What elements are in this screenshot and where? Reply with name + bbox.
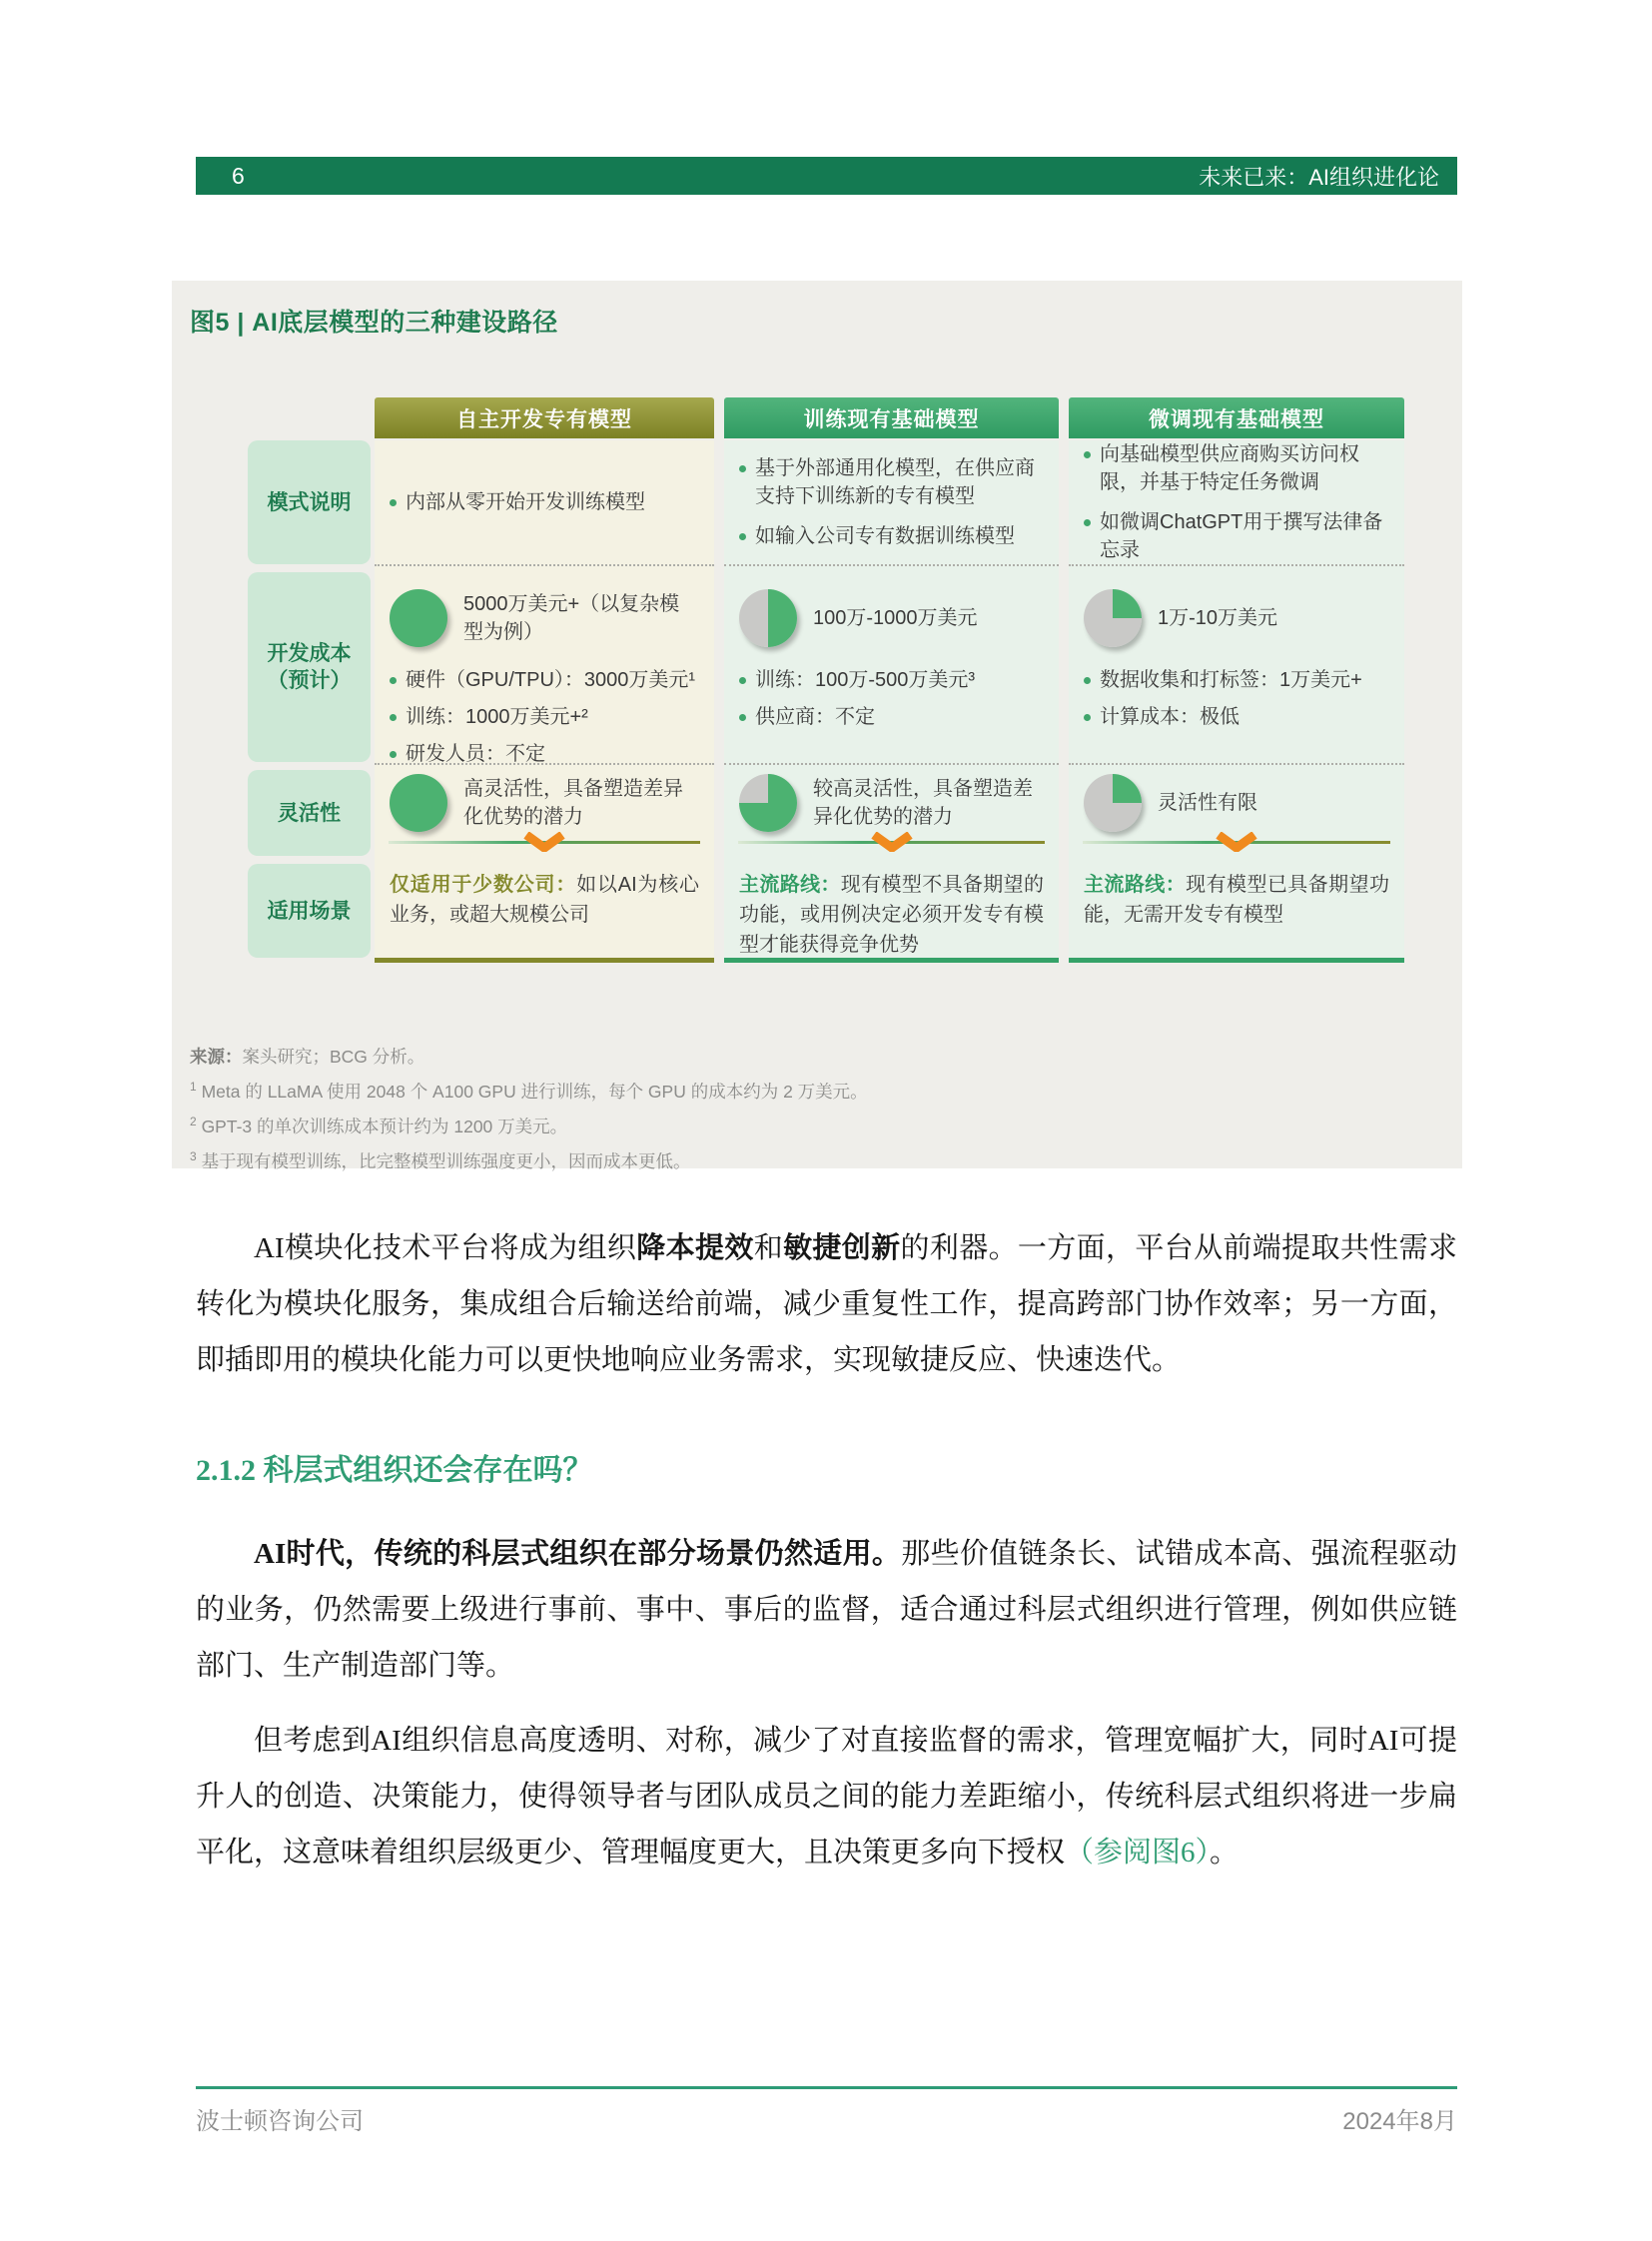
paragraph-flatter-org — [196, 1713, 1457, 1880]
bullet-text: 供应商：不定 — [755, 706, 875, 728]
cell-scenario — [375, 858, 714, 958]
scenario-lead: 主流路线： — [739, 874, 841, 896]
column-header: 自主开发专有模型 — [375, 397, 714, 438]
figure-5-panel — [172, 281, 1462, 1171]
bullet-dot-icon — [1084, 677, 1091, 684]
footnote-text: GPT-3 的单次训练成本预计约为 1200 万美元。 — [201, 1116, 568, 1136]
row-label-cost — [248, 572, 371, 762]
cost-bullets — [739, 666, 1044, 731]
page-header-bar — [196, 157, 1457, 195]
cell-scenario — [724, 858, 1059, 958]
scenario-text: 现有模型不具备期望的功能，或用例决定必须开发专有模型才能获得竞争优势 — [739, 874, 1045, 956]
bullet-dot-icon — [1084, 451, 1091, 458]
pie-chart-icon — [390, 774, 447, 832]
scenario-text: 现有模型已具备期望功能，无需开发专有模型 — [1084, 874, 1390, 926]
page-footer — [196, 2101, 1457, 2136]
pie-chart-icon — [739, 589, 797, 647]
paragraph-text: 和 — [753, 1232, 784, 1264]
paragraph-modular-platform — [196, 1220, 1457, 1388]
list-item — [1084, 440, 1389, 496]
footnote-text: Meta 的 LLaMA 使用 2048 个 A100 GPU 进行训练，每个 GPU 的成本约为 2 万美元。 — [201, 1081, 868, 1102]
footnote-marker: 3 — [190, 1148, 197, 1163]
row-label-column — [248, 397, 371, 963]
cell-cost — [1069, 564, 1404, 763]
running-title: 未来已来：AI组织进化论 — [1199, 164, 1439, 190]
footnote — [190, 1072, 1428, 1107]
list-item — [390, 488, 699, 516]
list-item — [739, 522, 1044, 550]
footnote-marker: 1 — [190, 1080, 197, 1094]
bullet-dot-icon — [1084, 714, 1091, 721]
list-item — [1084, 703, 1389, 731]
column-body — [1069, 440, 1404, 963]
flexibility-summary — [724, 773, 1059, 832]
bullet-text: 向基础模型供应商购买访问权限，并基于特定任务微调 — [1100, 443, 1359, 493]
column-body — [375, 440, 714, 963]
bullet-dot-icon — [739, 533, 746, 540]
bullet-dot-icon — [390, 751, 397, 758]
paragraph-text: 那些价值链条长、试错成本高、强流程驱动的业务，仍然需要上级进行事前、事中、事后的监督，适合通过科层式组织进行管理，例如供应链部门、生产制造部门等。 — [196, 1538, 1457, 1682]
cell-mode — [724, 440, 1059, 564]
pie-chart-icon — [1084, 774, 1142, 832]
bullet-dot-icon — [390, 677, 397, 684]
bullet-dot-icon — [739, 714, 746, 721]
list-item — [390, 703, 699, 731]
bullet-text: 数据收集和打标签：1万美元+ — [1100, 669, 1362, 691]
bullet-text: 研发人员：不定 — [406, 743, 545, 765]
cell-flexibility — [375, 763, 714, 858]
column-body — [724, 440, 1059, 963]
list-item — [390, 666, 699, 694]
cell-flexibility — [1069, 763, 1404, 858]
footnote — [190, 1141, 1428, 1176]
list-item — [1084, 666, 1389, 694]
cost-bullets — [1084, 666, 1389, 731]
list-item — [739, 703, 1044, 731]
cell-cost — [724, 564, 1059, 763]
cell-scenario — [1069, 858, 1404, 958]
column-header: 微调现有基础模型 — [1069, 397, 1404, 438]
column-finetune-existing — [1069, 397, 1404, 963]
bullet-dot-icon — [390, 714, 397, 721]
pie-chart-icon — [390, 589, 447, 647]
chevron-divider — [1083, 832, 1390, 852]
cost-headline: 1万-10万美元 — [1158, 607, 1278, 629]
row-label-flexibility — [248, 770, 371, 856]
row-label-scenario — [248, 864, 371, 958]
paragraph-text: 。 — [1210, 1837, 1239, 1868]
bullet-text: 硬件（GPU/TPU）：3000万美元¹ — [406, 669, 696, 691]
footer-company: 波士顿咨询公司 — [196, 2108, 364, 2135]
chevron-divider — [738, 832, 1045, 852]
row-label-text: 开发成本 — [267, 642, 352, 665]
bullet-dot-icon — [1084, 519, 1091, 526]
figure-6-reference-link[interactable]: （参阅图6） — [1065, 1837, 1211, 1868]
flexibility-summary — [375, 773, 714, 832]
footnote-marker: 2 — [190, 1114, 197, 1128]
list-item — [1084, 508, 1389, 564]
bullet-text: 如微调ChatGPT用于撰写法律备忘录 — [1100, 511, 1383, 561]
row-label-text: 适用场景 — [267, 899, 352, 923]
source-label: 来源： — [190, 1047, 243, 1067]
scenario-lead: 仅适用于少数公司： — [390, 874, 577, 896]
list-item — [739, 454, 1044, 510]
bullet-text: 基于外部通用化模型，在供应商支持下训练新的专有模型 — [755, 457, 1035, 507]
page-number: 6 — [232, 162, 245, 189]
figure-title: 图5 | AI底层模型的三种建设路径 — [190, 309, 558, 337]
cell-mode — [1069, 440, 1404, 564]
flexibility-text: 高灵活性，具备塑造差异化优势的潜力 — [463, 777, 683, 828]
flexibility-text: 较高灵活性，具备塑造差异化优势的潜力 — [813, 777, 1033, 828]
row-label-text: 模式说明 — [267, 490, 352, 514]
chevron-down-icon — [1214, 832, 1259, 852]
paragraph-text: 但考虑到AI组织信息高度透明、对称，减少了对直接监督的需求，管理宽幅扩大，同时AI可提升人的创造、决策能力，使得领导者与团队成员之间的能力差距缩小，传统科层式组织将进一步扁平化，这意味着组织层级更少、管理幅度更大，且决策更多向下授权 — [196, 1725, 1457, 1868]
column-header: 训练现有基础模型 — [724, 397, 1059, 438]
bullet-text: 如输入公司专有数据训练模型 — [755, 525, 1015, 547]
bullet-dot-icon — [390, 499, 397, 506]
row-label-text: （预计） — [267, 669, 352, 692]
section-heading-212: 2.1.2 科层式组织还会存在吗？ — [196, 1454, 593, 1487]
paragraph-hierarchy-still-applies — [196, 1526, 1457, 1694]
scenario-lead: 主流路线： — [1084, 874, 1187, 896]
pie-chart-icon — [739, 774, 797, 832]
row-label-text: 灵活性 — [278, 801, 341, 825]
cell-cost — [375, 564, 714, 763]
list-item — [390, 740, 699, 768]
bullet-text: 内部从零开始开发训练模型 — [406, 491, 645, 513]
footnote — [190, 1107, 1428, 1141]
bold-term: 敏捷创新 — [783, 1232, 901, 1264]
footer-date: 2024年8月 — [1342, 2108, 1457, 2135]
cell-mode — [375, 440, 714, 564]
footer-rule — [196, 2086, 1457, 2089]
column-self-develop — [375, 397, 714, 963]
chevron-divider — [389, 832, 700, 852]
column-train-existing — [724, 397, 1059, 963]
bullet-text: 训练：1000万美元+² — [406, 706, 588, 728]
footnote-text: 基于现有模型训练，比完整模型训练强度更小，因而成本更低。 — [201, 1150, 691, 1171]
row-label-mode — [248, 440, 371, 564]
bold-term: 降本提效 — [636, 1232, 754, 1264]
cost-summary — [739, 582, 1044, 654]
source-text: 案头研究；BCG 分析。 — [242, 1047, 425, 1067]
flexibility-summary — [1069, 773, 1404, 832]
scenario-text: 如以AI为核心业务，或超大规模公司 — [390, 874, 699, 926]
cell-flexibility — [724, 763, 1059, 858]
bullet-text: 训练：100万-500万美元³ — [755, 669, 976, 691]
cost-summary — [1084, 582, 1389, 654]
chevron-down-icon — [869, 832, 915, 852]
flexibility-text: 灵活性有限 — [1158, 791, 1257, 814]
label-spacer — [248, 397, 371, 440]
cost-headline: 100万-1000万美元 — [813, 607, 978, 629]
figure-footnotes — [190, 1042, 1428, 1175]
pie-chart-icon — [1084, 589, 1142, 647]
paragraph-text: AI模块化技术平台将成为组织 — [254, 1232, 637, 1264]
cost-summary — [390, 582, 699, 654]
bullet-dot-icon — [739, 465, 746, 472]
bullet-text: 计算成本：极低 — [1100, 706, 1239, 728]
cost-bullets — [390, 666, 699, 768]
bold-lead-sentence: AI时代，传统的科层式组织在部分场景仍然适用。 — [254, 1538, 902, 1570]
chevron-down-icon — [521, 832, 567, 852]
figure-table — [248, 397, 1404, 963]
list-item — [739, 666, 1044, 694]
cost-headline: 5000万美元+（以复杂模型为例） — [463, 593, 680, 643]
source-line — [190, 1042, 1428, 1072]
paragraph-text: 的利器。一方面，平台从前端提取共性需求转化为模块化服务，集成组合后输送给前端，减少重复性工作，提高跨部门协作效率；另一方面，即插即用的模块化能力可以更快地响应业务需求，实现敏捷反应、快速迭代。 — [196, 1232, 1457, 1376]
bullet-dot-icon — [739, 677, 746, 684]
